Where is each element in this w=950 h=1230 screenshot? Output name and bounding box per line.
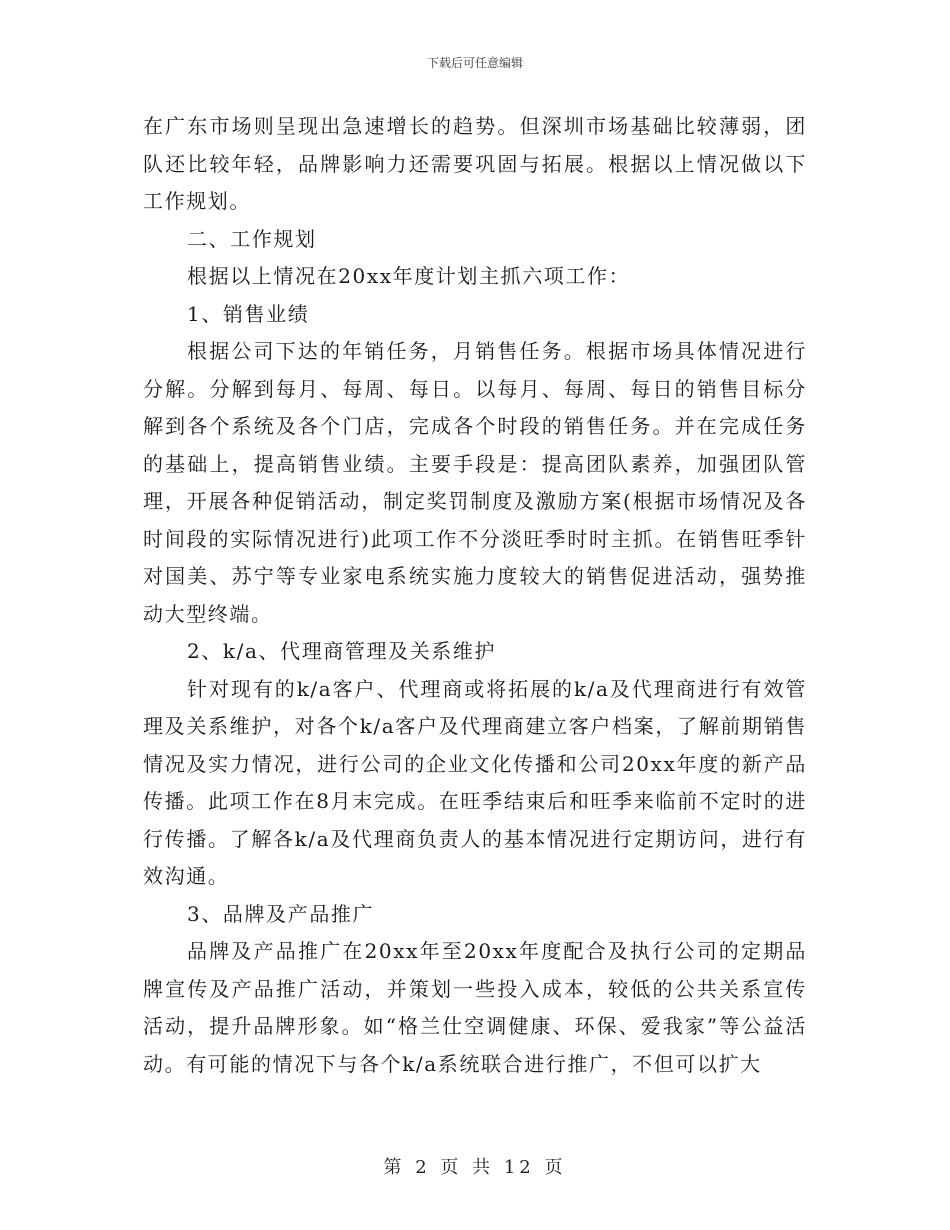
subheading-ka-agent-management: 2、k/a、代理商管理及关系维护	[187, 639, 497, 663]
paragraph-plan-summary: 根据以上情况在20xx年度计划主抓六项工作：	[187, 264, 631, 288]
subheading-sales-performance: 1、销售业绩	[187, 301, 310, 326]
paragraph-ka-agent-management: 针对现有的k/a客户、代理商或将拓展的k/a及代理商进行有效管理及关系维护，对各个k/a客户及代理商建立客户档案，了解前期销售情况及实力情况，进行公司的企业文化传播和公司20xx年度的新产品传播。此项工作在8月末完成。在旺季结束后和旺季来临前不定时的进行传播。了解各k/a及代理商负责人的基本情况进行定期访问，进行有效沟通。	[143, 676, 807, 888]
paragraph-brand-promotion: 品牌及产品推广在20xx年至20xx年度配合及执行公司的定期品牌宣传及产品推广活动，并策划一些投入成本，较低的公共关系宣传活动，提升品牌形象。如“格兰仕空调健康、环保、爱我家”等公益活动。有可能的情况下与各个k/a系统联合进行推广，不但可以扩大	[143, 939, 807, 1076]
page-footer-page-number: 第 2 页 共 12 页	[383, 1157, 567, 1178]
section-heading-work-plan: 二、工作规划	[187, 226, 317, 251]
paragraph-sales-performance: 根据公司下达的年销任务，月销售任务。根据市场具体情况进行分解。分解到每月、每周、每日。以每月、每周、每日的销售目标分解到各个系统及各个门店，完成各个时段的销售任务。并在完成任务的基础上，提高销售业绩。主要手段是：提高团队素养，加强团队管理，开展各种促销活动，制定奖罚制度及激励方案(根据市场情况及各时间段的实际情况进行)此项工作不分淡旺季时时主抓。在销售旺季针对国美、苏宁等专业家电系统实施力度较大的销售促进活动，强势推动大型终端。	[143, 339, 807, 626]
subheading-brand-promotion: 3、品牌及产品推广	[187, 901, 375, 926]
page-header: 下载后可任意编辑	[426, 56, 523, 70]
document-body	[143, 108, 807, 1083]
paragraph-intro-continuation: 在广东市场则呈现出急速增长的趋势。但深圳市场基础比较薄弱，团队还比较年轻，品牌影响力还需要巩固与拓展。根据以上情况做以下工作规划。	[143, 114, 807, 213]
